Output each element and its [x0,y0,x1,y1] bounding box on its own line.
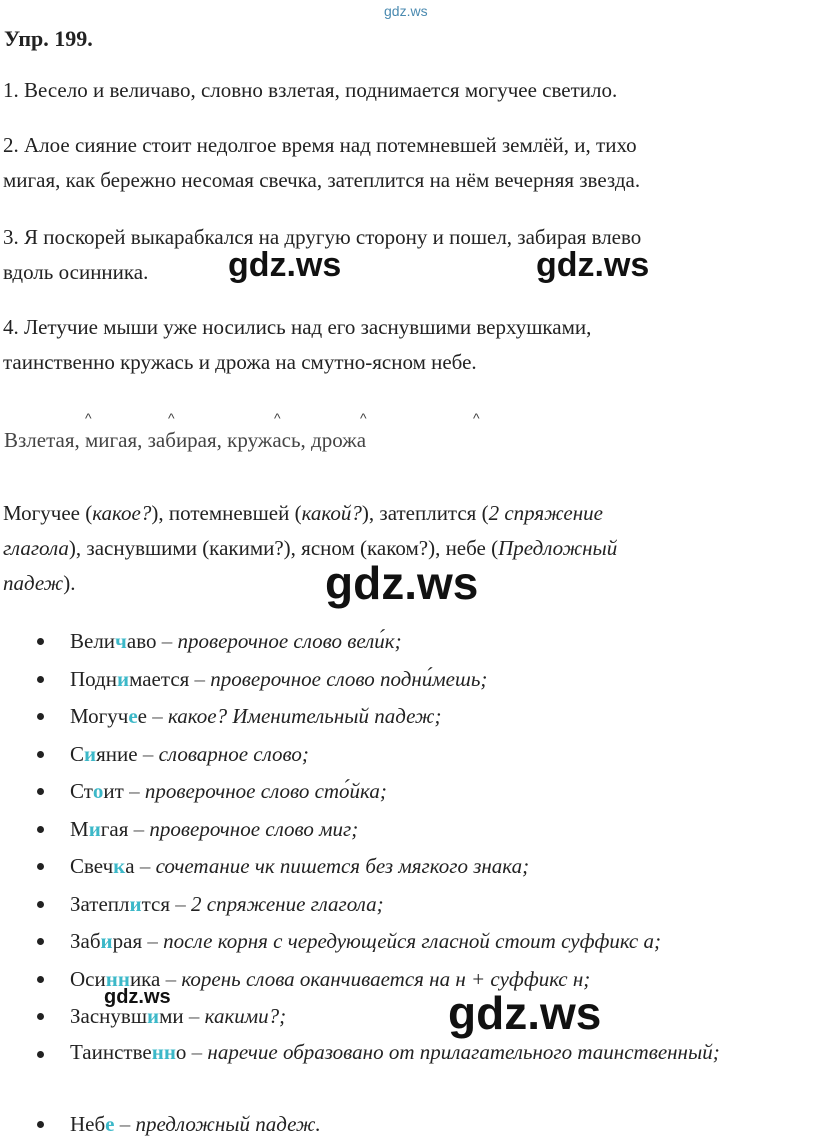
list-item [0,886,822,924]
highlighted-letter: и [147,1004,159,1028]
highlighted-letter: о [93,779,104,803]
morph-question: Предложный [498,536,617,560]
dash: – [138,742,159,766]
word-part: Неб [70,1112,105,1136]
list-item [0,698,822,736]
explanation: сочетание чк пишется без мягкого знака; [156,854,530,878]
list-item [0,773,822,811]
dash: – [184,1004,205,1028]
highlighted-letter: и [130,892,142,916]
bullet-icon [37,676,44,683]
word-part: Свеч [70,854,113,878]
list-item [0,1036,822,1106]
watermark-top: gdz.ws [384,3,428,19]
word-part: аво [127,629,157,653]
highlighted-letter: и [89,817,101,841]
word-part: ит [103,779,123,803]
word-part: мается [129,667,189,691]
explanation: после корня с чередующейся гласной стоит суффикс а; [163,929,661,953]
dash: – [160,967,181,991]
watermark: gdz.ws [448,986,601,1040]
dash: – [115,1112,136,1136]
sentence-2 [3,128,820,198]
accent-mark: ^ [168,410,175,426]
word-part: Заб [70,929,101,953]
word-part: о [176,1040,187,1064]
sentence-line: 2. Алое сияние стоит недолгое время над потемневшей землёй, и, тихо [3,128,820,163]
list-item [0,1106,822,1143]
word-part: рая [113,929,142,953]
explanation: проверочное слово сто́йка; [145,779,387,803]
list-item [0,736,822,774]
highlighted-letter: е [128,704,137,728]
explanation: словарное слово; [159,742,309,766]
highlighted-letter: и [101,929,113,953]
bullet-icon [37,788,44,795]
dash: – [142,929,163,953]
word-part: Оси [70,967,106,991]
bullet-icon [37,1051,44,1058]
explanation: наречие образовано от прилагательного таинственный; [207,1040,719,1064]
gerunds-line: Взлетая, мигая, забирая, кружась, дрожа [4,428,366,453]
word-part: е [138,704,147,728]
exercise-title: Упр. 199. [4,26,93,52]
word-part: ика [130,967,160,991]
word-part: М [70,817,89,841]
word-part: Могуч [70,704,128,728]
dash: – [156,629,177,653]
morph-text: ). [63,571,75,595]
morph-question: глагола [3,536,69,560]
morph-text: ), потемневшей ( [151,501,301,525]
word-part: гая [101,817,129,841]
explanation: корень слова оканчивается на н + суффикс н; [181,967,590,991]
watermark: gdz.ws [536,246,649,285]
word-part: Ст [70,779,93,803]
word-part: Заснувш [70,1004,147,1028]
highlighted-letter: к [113,854,125,878]
morph-text: ), заснувшими (какими?), ясном (каком?), небе ( [69,536,498,560]
dash: – [147,704,168,728]
highlighted-letter: ч [115,629,127,653]
bullet-icon [37,938,44,945]
bullet-icon [37,976,44,983]
list-item [0,811,822,849]
morph-line [3,496,820,531]
sentence-1 [3,73,820,108]
word-part: Вели [70,629,115,653]
sentence-line: 1. Весело и величаво, словно взлетая, поднимается могучее светило. [3,73,820,108]
dash: – [170,892,191,916]
sentence-3 [3,220,820,290]
dash: – [124,779,145,803]
word-part: Таинстве [70,1040,152,1064]
morph-question: падеж [3,571,63,595]
accent-mark: ^ [473,410,480,426]
watermark: gdz.ws [104,986,171,1009]
sentence-line: мигая, как бережно несомая свечка, затеплится на нём вечерняя звезда. [3,163,820,198]
explanation: какими?; [205,1004,287,1028]
sentence-4 [3,310,820,380]
dash: – [128,817,149,841]
word-part: тся [142,892,170,916]
word-part: ми [159,1004,184,1028]
list-item [0,623,822,661]
word-part: Подн [70,667,117,691]
highlighted-letter: и [84,742,96,766]
bullet-icon [37,863,44,870]
watermark: gdz.ws [228,246,341,285]
explanation: какое? Именительный падеж; [168,704,441,728]
dash: – [189,667,210,691]
bullet-icon [37,713,44,720]
word-part: а [125,854,134,878]
highlighted-letter: нн [106,967,130,991]
sentence-line: таинственно кружась и дрожа на смутно-ясном небе. [3,345,820,380]
word-part: яние [96,742,137,766]
morph-text: Могучее ( [3,501,92,525]
explanation: проверочное слово миг; [149,817,358,841]
explanation: проверочное слово подни́мешь; [210,667,487,691]
bullet-icon [37,901,44,908]
word-part: С [70,742,84,766]
explanation: 2 спряжение глагола; [191,892,384,916]
morph-question: какое? [92,501,151,525]
sentence-line: вдоль осинника. [3,255,820,290]
highlighted-letter: е [105,1112,114,1136]
accent-mark: ^ [360,410,367,426]
bullet-icon [37,1013,44,1020]
morph-text: ), затеплится ( [362,501,489,525]
sentence-line: 3. Я поскорей выкарабкался на другую сторону и пошел, забирая влево [3,220,820,255]
wrapped-item [70,1036,822,1068]
morph-question: какой? [302,501,362,525]
word-part: Затепл [70,892,130,916]
list-item [0,923,822,961]
bullet-icon [37,751,44,758]
bullet-icon [37,826,44,833]
list-item [0,661,822,699]
spelling-list [0,623,822,1143]
accent-mark: ^ [85,410,92,426]
morph-question: 2 спряжение [489,501,603,525]
dash: – [186,1040,207,1064]
accent-mark: ^ [274,410,281,426]
highlighted-letter: нн [152,1040,176,1064]
bullet-icon [37,638,44,645]
dash: – [135,854,156,878]
explanation: предложный падеж. [136,1112,321,1136]
explanation: проверочное слово вели́к; [177,629,401,653]
list-item [0,848,822,886]
highlighted-letter: и [117,667,129,691]
sentence-line: 4. Летучие мыши уже носились над его заснувшими верхушками, [3,310,820,345]
watermark: gdz.ws [325,556,478,610]
bullet-icon [37,1121,44,1128]
